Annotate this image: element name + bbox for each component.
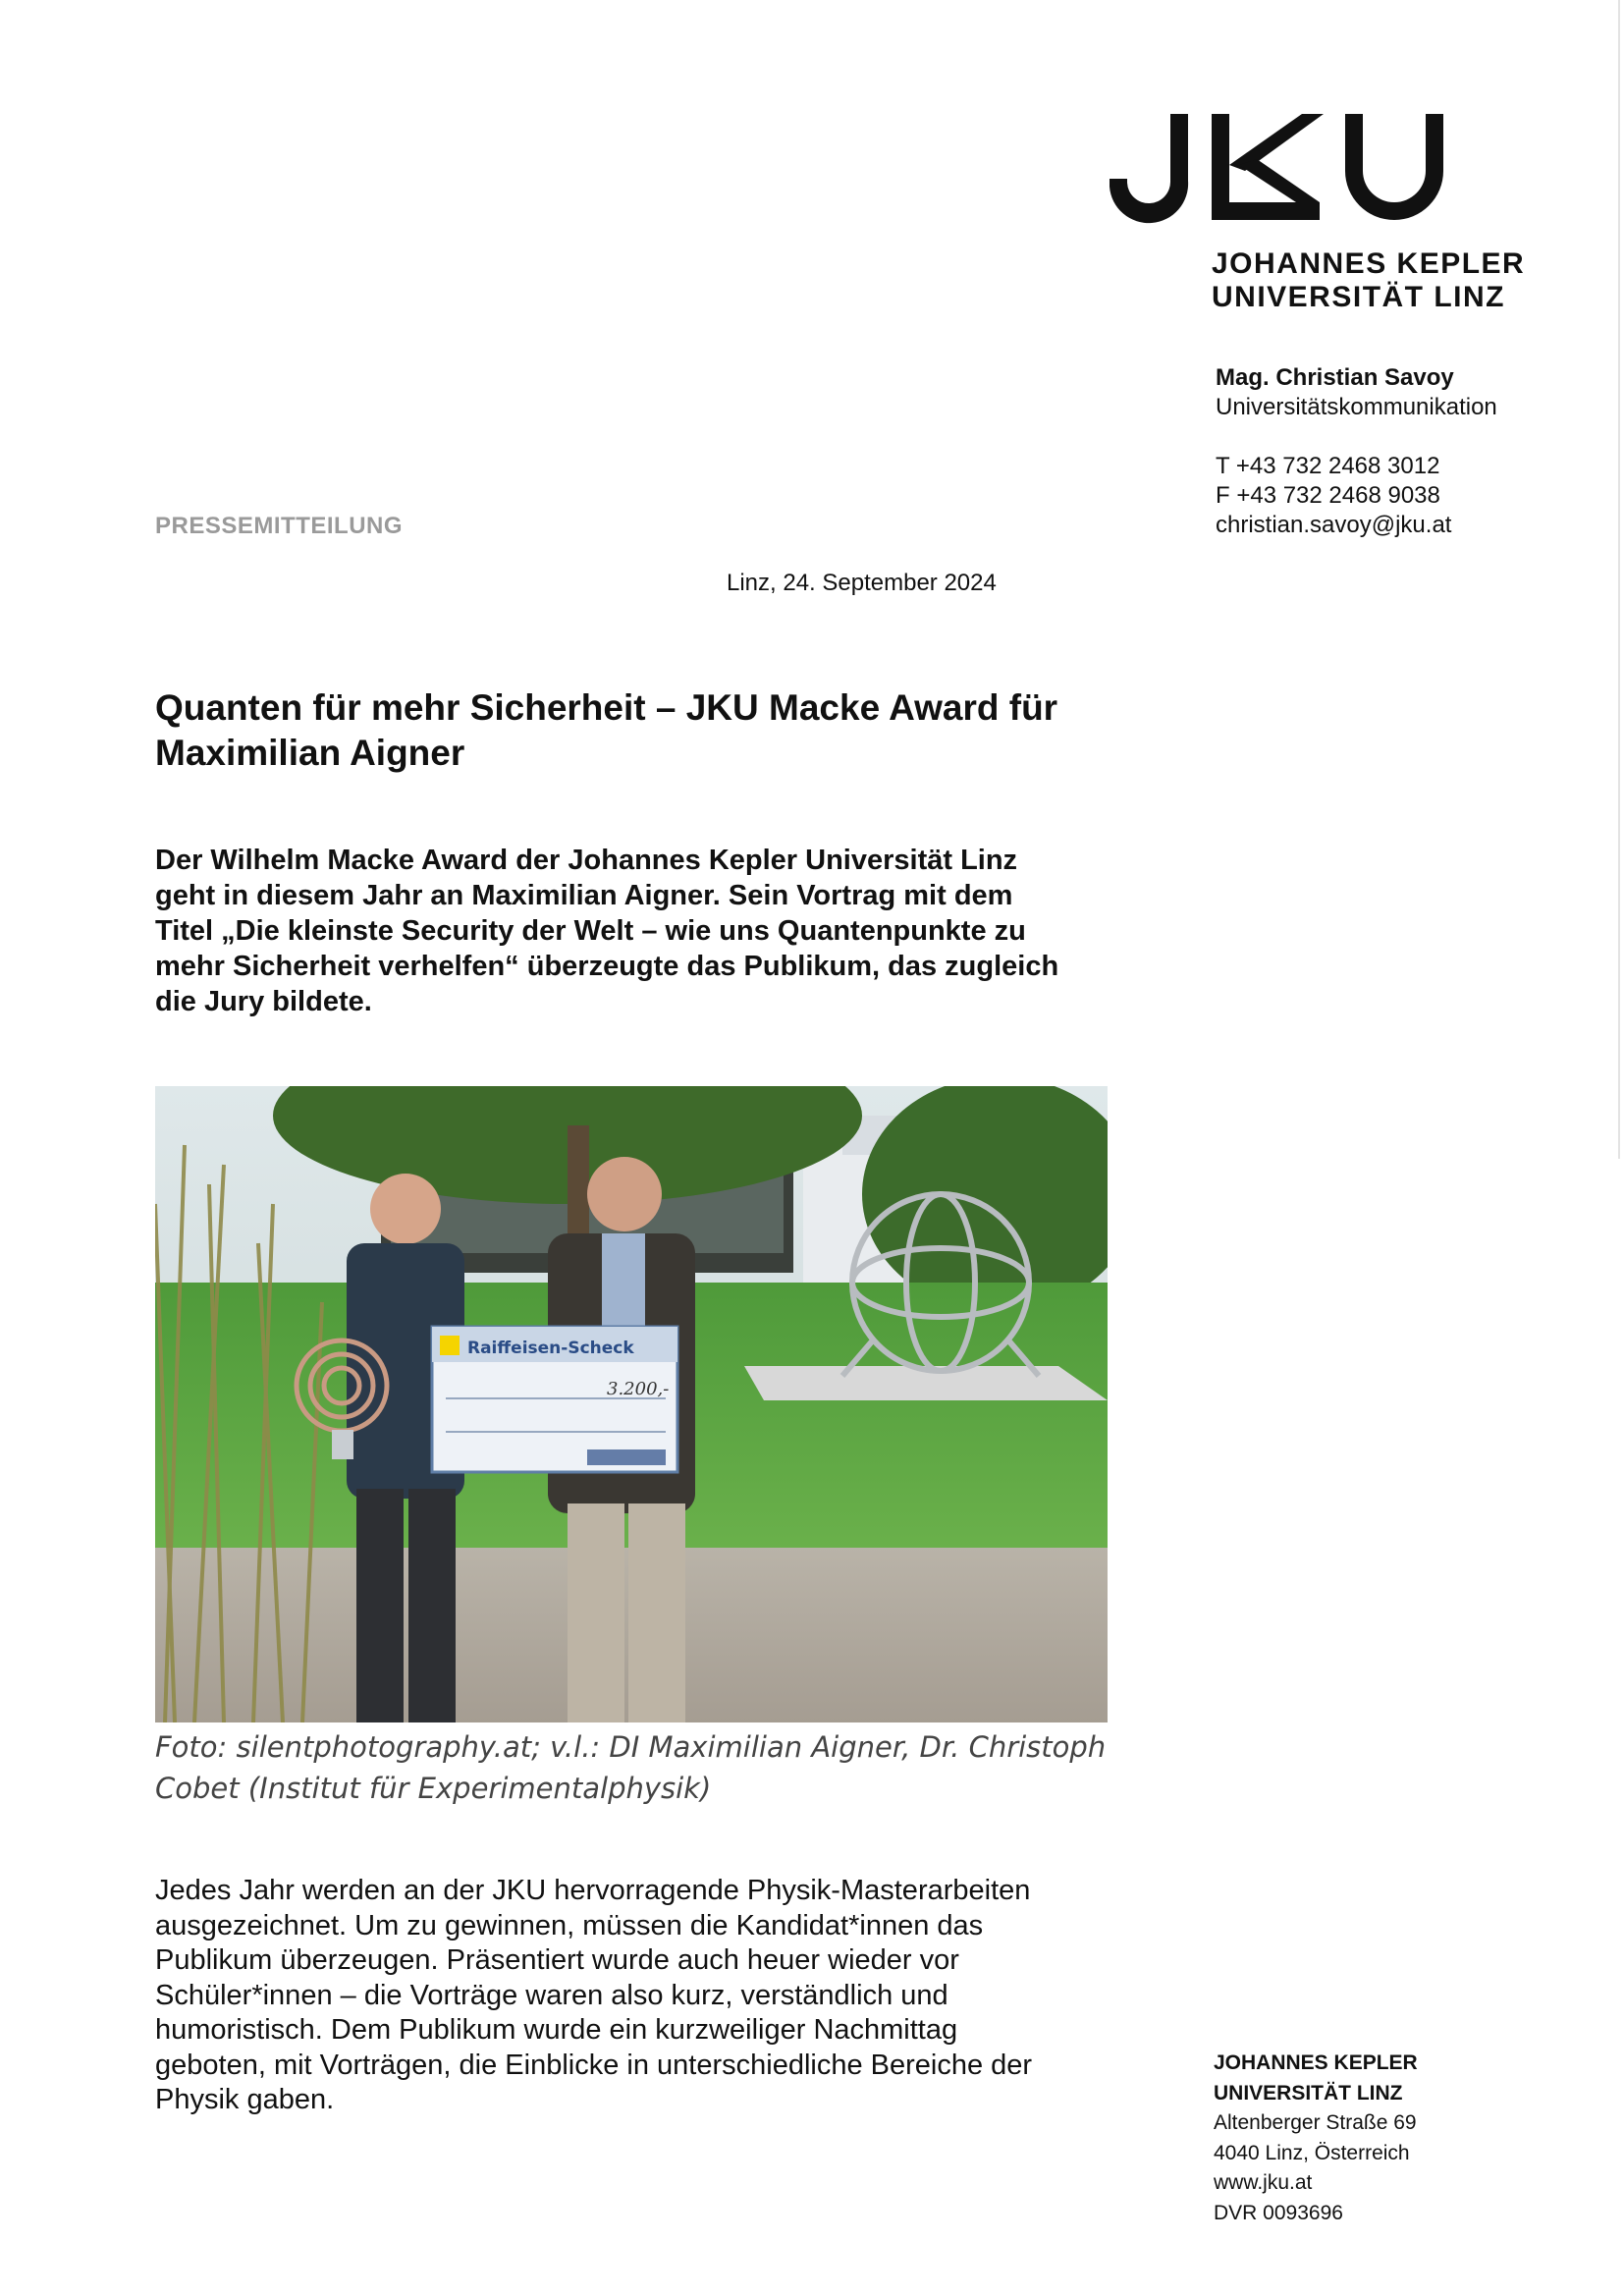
- body-line: Physik gaben.: [155, 2084, 335, 2115]
- lead-paragraph: [155, 843, 1137, 1019]
- lead-line: Der Wilhelm Macke Award der Johannes Kepler Universität Linz: [155, 845, 1018, 876]
- footer-dvr: DVR 0093696: [1214, 2201, 1343, 2224]
- photo-caption: [155, 1726, 1117, 1809]
- headline: [155, 685, 1137, 776]
- lead-line: Titel „Die kleinste Security der Welt – wie uns Quantenpunkte zu: [155, 915, 1026, 947]
- body-line: humoristisch. Dem Publikum wurde ein kurzweiliger Nachmittag: [155, 2014, 958, 2046]
- caption-line-1: Foto: silentphotography.at; v.l.: DI Maximilian Aigner, Dr. Christoph: [155, 1730, 1107, 1764]
- body-paragraph: [155, 1874, 1098, 2118]
- logo-line-1: JOHANNES KEPLER: [1212, 247, 1526, 280]
- headline-line-1: Quanten für mehr Sicherheit – JKU Macke Award für: [155, 687, 1058, 728]
- lead-line: geht in diesem Jahr an Maximilian Aigner. Sein Vortrag mit dem: [155, 880, 1013, 911]
- body-line: Schüler*innen – die Vorträge waren also kurz, verständlich und: [155, 1979, 948, 2011]
- footer-web[interactable]: www.jku.at: [1214, 2171, 1313, 2194]
- award-photo: [155, 1086, 1108, 1722]
- logo-line-2: UNIVERSITÄT LINZ: [1212, 281, 1505, 313]
- lead-line: mehr Sicherheit verhelfen“ überzeugte das Publikum, das zugleich: [155, 951, 1059, 982]
- footer-line-1: JOHANNES KEPLER: [1214, 2051, 1418, 2074]
- body-line: geboten, mit Vorträgen, die Einblicke in unterschiedliche Bereiche der: [155, 2049, 1033, 2081]
- contact-department: Universitätskommunikation: [1216, 394, 1497, 420]
- contact-email[interactable]: christian.savoy@jku.at: [1216, 512, 1452, 538]
- footer-address: [1214, 2049, 1606, 2228]
- body-line: ausgezeichnet. Um zu gewinnen, müssen die Kandidat*innen das: [155, 1909, 984, 1941]
- footer-city: 4040 Linz, Österreich: [1214, 2141, 1410, 2164]
- date-line: Linz, 24. September 2024: [727, 570, 997, 596]
- footer-line-2: UNIVERSITÄT LINZ: [1214, 2081, 1403, 2105]
- page-edge-rule: [1618, 0, 1620, 1159]
- footer-street: Altenberger Straße 69: [1214, 2111, 1417, 2134]
- contact-phone: T +43 732 2468 3012: [1216, 453, 1440, 479]
- contact-block: [1216, 363, 1608, 540]
- contact-fax: F +43 732 2468 9038: [1216, 482, 1440, 509]
- jku-logo-mark: [1110, 110, 1463, 228]
- caption-line-2: Cobet (Institut für Experimentalphysik): [155, 1772, 712, 1805]
- check-title: Raiffeisen-Scheck: [467, 1339, 634, 1358]
- body-line: Jedes Jahr werden an der JKU hervorragende Physik-Masterarbeiten: [155, 1875, 1031, 1906]
- jku-logo: [1110, 110, 1526, 316]
- check-amount: 3.200,-: [607, 1379, 670, 1399]
- lead-line: die Jury bildete.: [155, 986, 372, 1017]
- press-release-label: PRESSEMITTEILUNG: [155, 513, 404, 539]
- body-line: Publikum überzeugen. Präsentiert wurde auch heuer wieder vor: [155, 1944, 959, 1976]
- contact-name: Mag. Christian Savoy: [1216, 364, 1454, 391]
- headline-line-2: Maximilian Aigner: [155, 733, 465, 773]
